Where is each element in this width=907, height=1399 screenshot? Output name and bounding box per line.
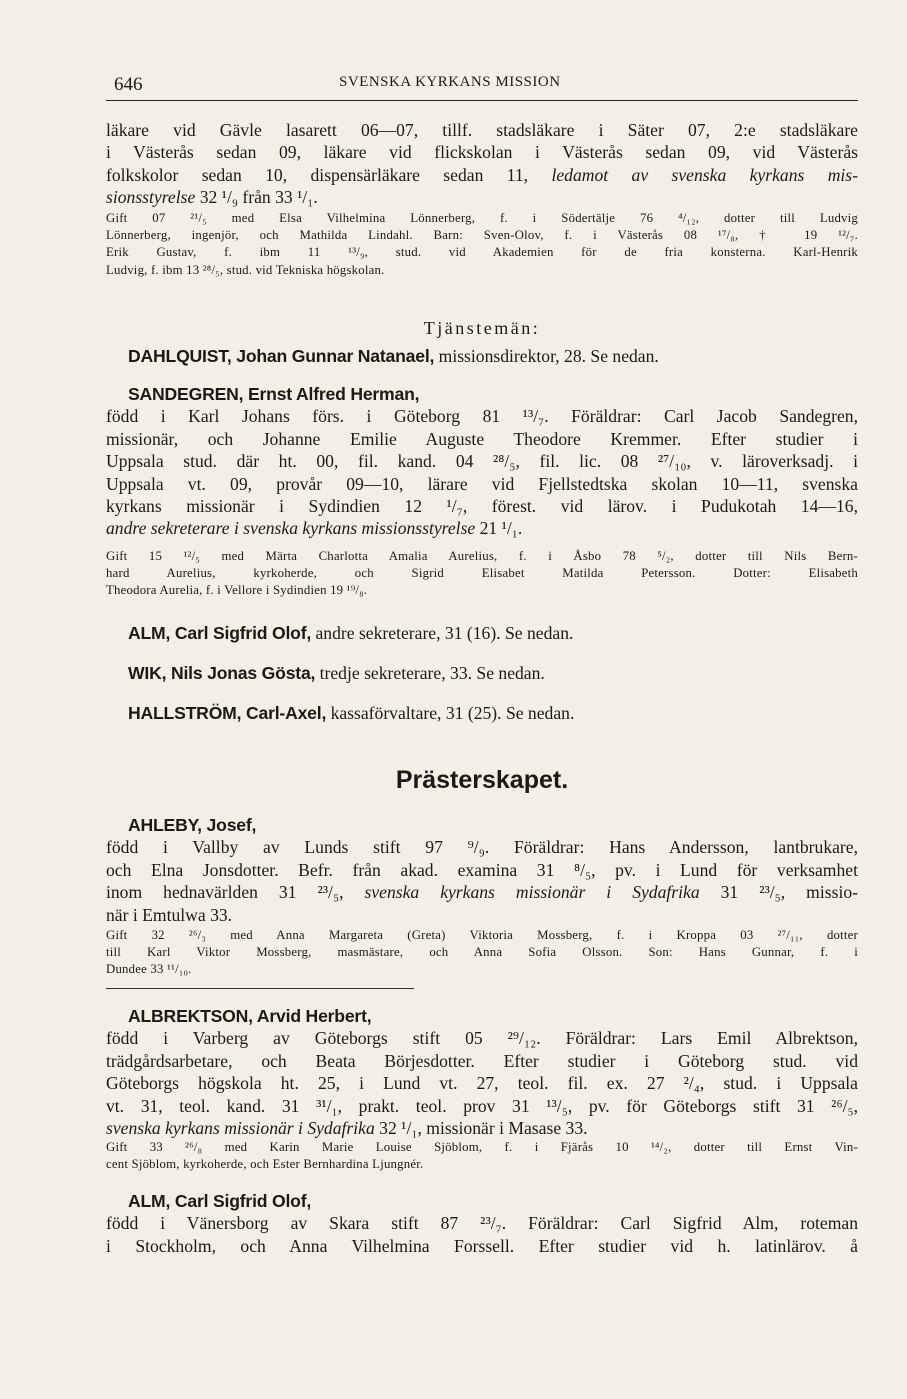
text-line: folkskolor sedan 10, dispensärläkare sedan 11, ledamot av svenska kyrkans mis- [106,164,859,185]
text-line: och Elna Jonsdotter. Befr. från akad. examina 31 ⁸/₅, pv. i Lund för verksamhet [106,859,858,880]
family-line: Theodora Aurelia, f. i Vellore i Sydindien 19 ¹⁹/₈. [106,583,368,598]
family-line: hard Aurelius, kyrkoherde, och Sigrid Elisabet Matilda Petersson. Dotter: Elisabeth [106,566,858,581]
entry-name: AHLEBY, Josef, [128,815,257,835]
text-line: trädgårdsarbetare, och Beata Börjesdotter. Efter studier i Göteborg stud. vid [106,1050,858,1071]
family-line: Dundee 33 ¹¹/₁₀. [106,962,192,977]
entry-hallstrom: HALLSTRÖM, Carl-Axel, kassaförvaltare, 31 (25). Se nedan. [128,703,575,723]
family-line: cent Sjöblom, kyrkoherde, och Ester Bernhardina Ljungnér. [106,1157,424,1172]
intro-family [106,210,858,279]
family-line: Erik Gustav, f. ibm 11 ¹³/₉, stud. vid Akademien för de fria konsterna. Karl-Henrik [106,245,858,260]
text-line: Uppsala stud. där ht. 00, fil. kand. 04 ²⁸/₅, fil. lic. 08 ²⁷/₁₀, v. läroverksadj. i [106,451,858,472]
ahleby-family [106,927,858,979]
text-line: född i Karl Johans förs. i Göteborg 81 ¹³/₇. Föräldrar: Carl Jacob Sandegren, [106,406,858,427]
page-number: 646 [114,74,143,95]
entry-name: SANDEGREN, Ernst Alfred Herman, [128,384,420,404]
entry-name: DAHLQUIST, Johan Gunnar Natanael, [128,346,435,366]
entry-sandegren [106,383,858,540]
family-line: Ludvig, f. ibm 13 ²⁸/₅, stud. vid Tekniska högskolan. [106,262,385,277]
section-title-tjansteman: Tjänstemän: [423,318,541,338]
running-title: SVENSKA KYRKANS MISSION [339,74,561,90]
text-line: Göteborgs högskola ht. 25, i Lund vt. 27, teol. fil. ex. 27 ²/₄, stud. i Uppsala [106,1073,858,1094]
family-line: till Karl Viktor Mossberg, masmästare, och Anna Sofia Olsson. Son: Hans Gunnar, f. i [106,945,858,960]
text-line: kyrkans missionär i Sydindien 12 ¹/₇, förest. vid lärov. i Pudukotah 14—16, [106,496,858,517]
family-line: Gift 33 ²⁶/₈ med Karin Marie Louise Sjöblom, f. i Fjärås 10 ¹⁴/₂, dotter till Ernst Vin- [106,1140,858,1154]
family-line: Lönnerberg, ingenjör, och Mathilda Lindahl. Barn: Sven-Olov, f. i Västerås 08 ¹⁷/₈, † 19 ¹²/₇. [106,228,858,243]
entry-name: ALBREKTSON, Arvid Herbert, [128,1006,372,1026]
text-line: andre sekreterare i svenska kyrkans missionsstyrelse 21 ¹/₁. [106,518,523,539]
intro-entry [106,119,858,209]
text-line: när i Emtulwa 33. [106,904,233,925]
text-line: inom hednavärlden 31 ²³/₅, svenska kyrkans missionär i Sydafrika 31 ²³/₅, missio- [106,882,858,903]
text-line: Uppsala vt. 09, provår 09—10, lärare vid Fjellstedtska skolan 10—11, svenska [106,473,858,494]
text-line: sionsstyrelse 32 ¹/₉ från 33 ¹/₁. [106,187,318,208]
entry-albrektson [106,1005,858,1139]
entry-name: ALM, Carl Sigfrid Olof, [128,1191,312,1211]
text-line: missionär, och Johanne Emilie Auguste Theodore Kremmer. Efter studier i [106,428,858,449]
text-line: född i Vallby av Lunds stift 97 ⁹/₉. Föräldrar: Hans Andersson, lantbrukare, [106,837,858,858]
text-line: i Stockholm, och Anna Vilhelmina Forssell. Efter studier vid h. latinlärov. å [106,1235,858,1256]
entry-alm [106,1190,858,1257]
entry-wik: WIK, Nils Jonas Gösta, tredje sekreterare, 33. Se nedan. [128,663,545,683]
family-line: Gift 15 ¹²/₅ med Märta Charlotta Amalia Aurelius, f. i Åsbo 78 ⁵/₂, dotter till Nils Bern- [106,549,858,563]
sandegren-family [106,548,858,600]
family-line: Gift 32 ²⁶/₃ med Anna Margareta (Greta) Viktoria Mossberg, f. i Kroppa 03 ²⁷/₁₁, dotter [106,928,858,942]
text-line: född i Vänersborg av Skara stift 87 ²³/₇. Föräldrar: Carl Sigfrid Alm, roteman [106,1213,858,1234]
text-line: svenska kyrkans missionär i Sydafrika 32 ¹/₁, missionär i Masase 33. [106,1118,588,1139]
text-line: i Västerås sedan 09, läkare vid flickskolan i Västerås sedan 09, vid Västerås [106,142,858,163]
page-header [106,70,858,101]
family-line: Gift 07 ²¹/₅ med Elsa Vilhelmina Lönnerberg, f. i Södertälje 76 ⁴/₁₂, dotter till Ludvig [106,211,858,225]
text-line: född i Varberg av Göteborgs stift 05 ²⁹/₁₂. Föräldrar: Lars Emil Albrektson, [106,1028,858,1049]
text-line: läkare vid Gävle lasarett 06—07, tillf. stadsläkare i Säter 07, 2:e stadsläkare [106,120,858,140]
entry-dahlquist: DAHLQUIST, Johan Gunnar Natanael, missionsdirektor, 28. Se nedan. [128,346,659,366]
section-title-prasterskapet: Prästerskapet. [395,766,569,794]
entry-divider [106,988,414,989]
entry-alm-staff: ALM, Carl Sigfrid Olof, andre sekreterare, 31 (16). Se nedan. [128,623,574,643]
entry-ahleby [106,814,858,926]
text-line: vt. 31, teol. kand. 31 ³¹/₁, prakt. teol. prov 31 ¹³/₅, pv. för Göteborgs stift 31 ²⁶/₅, [106,1095,858,1116]
albrektson-family [106,1139,858,1173]
